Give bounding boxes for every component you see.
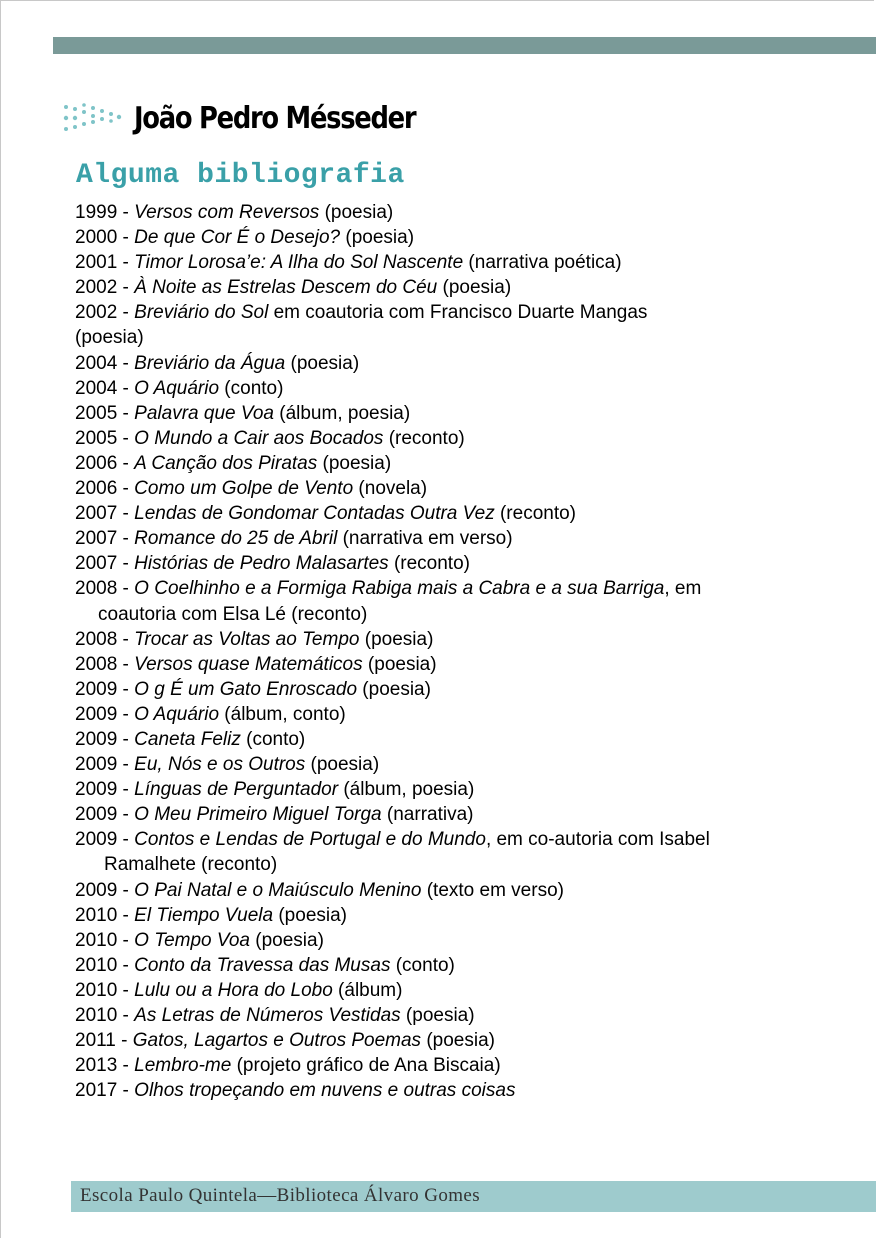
entry-year: 2002	[75, 302, 118, 324]
entry-year: 2009	[75, 728, 118, 750]
entry-detail-continued: Ramalhete (reconto)	[104, 854, 278, 876]
entry-year: 2006	[75, 452, 118, 474]
entry-year: 2005	[75, 402, 118, 424]
bibliography-entry: 2002 - À Noite as Estrelas Descem do Céu (poesia)	[75, 277, 512, 299]
bibliography-entry: 2006 - A Canção dos Piratas (poesia)	[75, 452, 392, 474]
entry-detail: (poesia)	[319, 202, 394, 223]
entry-title: Olhos tropeçando em nuvens e outras coisas	[134, 1080, 516, 1102]
bibliography-entry: 2009 - O Pai Natal e o Maiúsculo Menino (texto em verso)	[75, 879, 564, 901]
entry-detail: (poesia)	[340, 227, 415, 249]
entry-year: 2009	[75, 678, 118, 700]
entry-year: 2007	[75, 553, 118, 575]
entry-title: O Aquário	[134, 377, 220, 399]
entry-detail: (poesia)	[357, 678, 431, 700]
entry-detail: (conto)	[219, 377, 284, 399]
entry-year: 2000	[75, 227, 118, 249]
entry-year: 2010	[75, 954, 118, 976]
entry-title: Caneta Feliz	[134, 728, 241, 750]
entry-year: 2001	[75, 252, 118, 274]
bibliography-entry: 2002 - Breviário do Sol em coautoria com Francisco Duarte Mangas (poesia)	[75, 300, 855, 350]
bibliography-entry: 2009 - Eu, Nós e os Outros (poesia)	[75, 754, 380, 776]
entry-detail: (poesia)	[400, 1005, 475, 1026]
entry-detail: (álbum, poesia)	[273, 402, 411, 424]
entry-title: Contos e Lendas de Portugal e do Mundo	[134, 829, 486, 851]
entry-detail: (projeto gráfico de Ana Biscaia)	[231, 1055, 501, 1077]
bibliography-entry: 2007 - Romance do 25 de Abril (narrativa em verso)	[75, 528, 513, 550]
entry-detail: (reconto)	[388, 553, 470, 575]
entry-year: 2010	[75, 1005, 118, 1026]
entry-year: 2009	[75, 829, 118, 851]
entry-year: 2010	[75, 979, 118, 1001]
entry-title: Breviário da Água	[134, 352, 286, 374]
entry-year: 1999	[75, 202, 118, 223]
entry-detail: (poesia)	[362, 653, 437, 675]
entry-year: 2008	[75, 628, 118, 650]
footer-text: Escola Paulo Quintela—Biblioteca Álvaro Gomes	[80, 1185, 481, 1206]
entry-year: 2013	[75, 1055, 118, 1077]
entry-title: O Coelhinho e a Formiga Rabiga mais a Cabra e a sua Barriga	[134, 578, 665, 600]
section-title: Alguma bibliografia	[76, 160, 405, 191]
bibliography-entry: 2000 - De que Cor É o Desejo? (poesia)	[75, 227, 415, 249]
entry-title: A Canção dos Piratas	[134, 452, 318, 474]
entry-title: Lendas de Gondomar Contadas Outra Vez	[134, 503, 495, 525]
entry-detail: (reconto)	[494, 503, 577, 525]
entry-title: O Pai Natal e o Maiúsculo Menino	[134, 879, 422, 901]
bibliography-entry: 2009 - Contos e Lendas de Portugal e do Mundo, em co-autoria com Isabel Ramalhete (reconto)	[75, 827, 855, 877]
entry-detail: (álbum)	[332, 979, 403, 1001]
entry-title: Versos quase Matemáticos	[134, 653, 363, 675]
entry-title: Histórias de Pedro Malasartes	[134, 553, 389, 575]
entry-title: El Tiempo Vuela	[134, 904, 274, 926]
entry-year: 2009	[75, 754, 118, 776]
entry-detail: (poesia)	[305, 754, 380, 776]
bibliography-entry: 2005 - O Mundo a Cair aos Bocados (reconto)	[75, 427, 465, 449]
entry-detail-continued: coautoria com Elsa Lé (reconto)	[98, 603, 368, 625]
entry-title: Lembro-me	[134, 1055, 232, 1077]
bibliography-entry: 2004 - O Aquário (conto)	[75, 377, 284, 399]
bibliography-entry: 2008 - Trocar as Voltas ao Tempo (poesia)	[75, 628, 434, 650]
entry-title: Lulu ou a Hora do Lobo	[134, 979, 333, 1001]
entry-title: Trocar as Voltas ao Tempo	[134, 628, 360, 650]
bibliography-entry: 2010 - Lulu ou a Hora do Lobo (álbum)	[75, 979, 403, 1001]
entry-year: 2010	[75, 929, 118, 951]
entry-title: À Noite as Estrelas Descem do Céu	[134, 277, 438, 299]
entry-year: 2007	[75, 503, 118, 525]
entry-year: 2009	[75, 779, 118, 801]
entry-detail: (texto em verso)	[421, 879, 564, 901]
entry-title: As Letras de Números Vestidas	[134, 1005, 401, 1026]
entry-detail: (poesia)	[359, 628, 434, 650]
entry-year: 2008	[75, 653, 118, 675]
bibliography-entry: 2006 - Como um Golpe de Vento (novela)	[75, 478, 428, 500]
entry-title: Conto da Travessa das Musas	[134, 954, 391, 976]
entry-detail: (narrativa poética)	[463, 252, 622, 274]
bibliography-entry: 2017 - Olhos tropeçando em nuvens e outras coisas	[75, 1080, 516, 1102]
entry-title: Gatos, Lagartos e Outros Poemas	[132, 1030, 422, 1052]
bibliography-entry: 2007 - Lendas de Gondomar Contadas Outra Vez (reconto)	[75, 503, 577, 525]
bibliography-entry: 2013 - Lembro-me (projeto gráfico de Ana Biscaia)	[75, 1055, 501, 1077]
bibliography-entry: 2007 - Histórias de Pedro Malasartes (reconto)	[75, 553, 470, 575]
entry-title: De que Cor É o Desejo?	[134, 227, 341, 249]
entry-detail: , em	[664, 578, 702, 600]
entry-title: O g É um Gato Enroscado	[134, 678, 358, 700]
bibliography-entry: 2010 - As Letras de Números Vestidas (poesia)	[75, 1005, 475, 1026]
entry-detail-continued: (poesia)	[75, 327, 144, 349]
entry-title: Breviário do Sol	[134, 302, 269, 324]
entry-title: Como um Golpe de Vento	[134, 478, 354, 500]
bibliography-entry: 2010 - El Tiempo Vuela (poesia)	[75, 904, 347, 926]
entry-title: Palavra que Voa	[134, 402, 274, 424]
entry-detail: (álbum, poesia)	[338, 779, 475, 801]
entry-detail: (conto)	[390, 954, 455, 976]
bibliography-entry: 2008 - O Coelhinho e a Formiga Rabiga mais a Cabra e a sua Barriga, em coautoria com Elsa Lé (reconto)	[75, 576, 855, 626]
entry-year: 2004	[75, 352, 118, 374]
entry-detail: (poesia)	[285, 352, 360, 374]
dots-arrow-icon	[62, 102, 128, 134]
entry-year: 2006	[75, 478, 118, 500]
entry-year: 2017	[75, 1080, 118, 1102]
bibliography-entry: 2009 - O Aquário (álbum, conto)	[75, 703, 346, 725]
entry-year: 2008	[75, 578, 118, 600]
entry-year: 2002	[75, 277, 118, 299]
bibliography-entry: 2009 - Línguas de Perguntador (álbum, poesia)	[75, 779, 475, 801]
entry-detail: em coautoria com Francisco Duarte Mangas	[268, 302, 648, 324]
entry-title: O Aquário	[134, 703, 220, 725]
entry-detail: (novela)	[353, 478, 428, 500]
entry-year: 2009	[75, 703, 118, 725]
bibliography-entry: 2009 - O g É um Gato Enroscado (poesia)	[75, 678, 431, 700]
entry-year: 2010	[75, 904, 118, 926]
entry-year: 2005	[75, 427, 118, 449]
entry-detail: (álbum, conto)	[219, 703, 346, 725]
entry-detail: (poesia)	[437, 277, 512, 299]
entry-title: Versos com Reversos	[134, 202, 320, 223]
top-decorative-bar	[53, 37, 876, 54]
entry-year: 2011	[75, 1030, 116, 1052]
entry-detail: (conto)	[240, 728, 306, 750]
entry-detail: , em co-autoria com Isabel	[485, 829, 710, 851]
entry-title: Romance do 25 de Abril	[134, 528, 338, 550]
entry-detail: (narrativa em verso)	[337, 528, 513, 550]
bibliography-entry: 2010 - O Tempo Voa (poesia)	[75, 929, 324, 951]
bibliography-entry: 1999 - Versos com Reversos (poesia)	[75, 202, 394, 223]
entry-title: O Meu Primeiro Miguel Torga	[134, 804, 382, 826]
bibliography-entry: 2010 - Conto da Travessa das Musas (conto)	[75, 954, 455, 976]
entry-year: 2004	[75, 377, 118, 399]
bibliography-entry: 2011 - Gatos, Lagartos e Outros Poemas (poesia)	[75, 1030, 495, 1052]
entry-title: Timor Lorosa’e: A Ilha do Sol Nascente	[134, 252, 464, 274]
entry-detail: (reconto)	[383, 427, 465, 449]
entry-year: 2009	[75, 804, 118, 826]
entry-title: Eu, Nós e os Outros	[134, 754, 306, 776]
entry-title: Línguas de Perguntador	[134, 779, 339, 801]
entry-detail: (poesia)	[273, 904, 347, 926]
bibliography-list	[75, 200, 855, 1103]
bibliography-entry: 2009 - Caneta Feliz (conto)	[75, 728, 306, 750]
entry-title: O Mundo a Cair aos Bocados	[134, 427, 384, 449]
author-name: João Pedro Mésseder	[134, 101, 416, 136]
entry-detail: (poesia)	[317, 452, 392, 474]
entry-year: 2009	[75, 879, 118, 901]
bibliography-entry: 2009 - O Meu Primeiro Miguel Torga (narrativa)	[75, 804, 474, 826]
footer-bar	[71, 1181, 876, 1212]
entry-detail: (poesia)	[250, 929, 324, 951]
bibliography-entry: 2005 - Palavra que Voa (álbum, poesia)	[75, 402, 411, 424]
entry-detail: (narrativa)	[381, 804, 474, 826]
bibliography-entry: 2004 - Breviário da Água (poesia)	[75, 352, 360, 374]
entry-year: 2007	[75, 528, 118, 550]
bibliography-entry: 2001 - Timor Lorosa’e: A Ilha do Sol Nascente (narrativa poética)	[75, 252, 622, 274]
entry-detail: (poesia)	[421, 1030, 495, 1052]
entry-title: O Tempo Voa	[134, 929, 250, 951]
bibliography-entry: 2008 - Versos quase Matemáticos (poesia)	[75, 653, 437, 675]
